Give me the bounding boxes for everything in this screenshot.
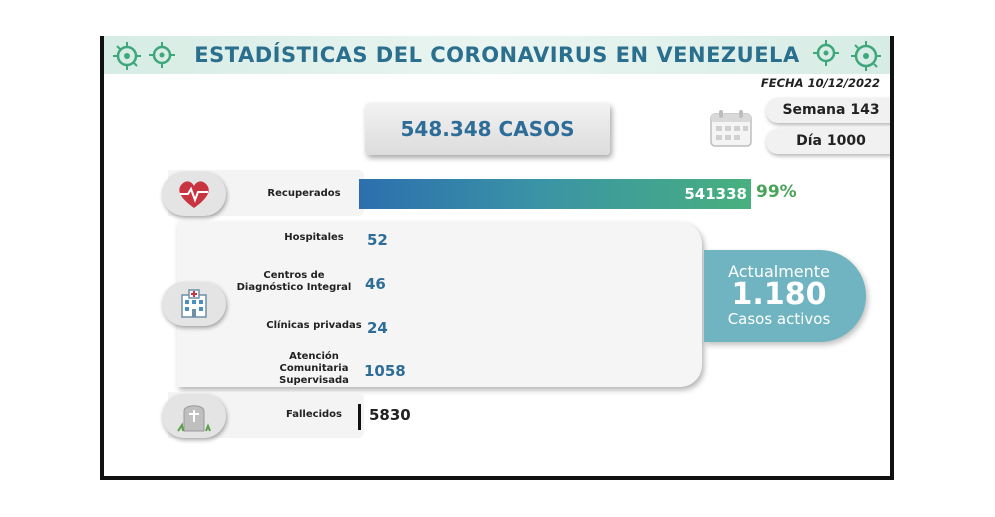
recovered-label: Recuperados (267, 188, 341, 199)
hospital-icon (174, 287, 214, 321)
community-label-line1: Atención (289, 351, 339, 362)
active-cases-badge (704, 250, 866, 342)
community-label-line3: Supervisada (279, 375, 349, 386)
cdi-value: 46 (365, 275, 386, 293)
cdi-label-line1: Centros de (263, 270, 325, 281)
cdi-label (214, 270, 374, 294)
recovered-icon-badge (162, 172, 226, 216)
active-label: Actualmente (728, 262, 830, 281)
total-cases-box: 548.348 CASOS (365, 103, 610, 155)
deaths-icon-badge (162, 394, 226, 438)
cdi-label-line2: Diagnóstico Integral (236, 282, 352, 293)
clinics-label: Clínicas privadas (266, 320, 362, 331)
title-banner (104, 36, 890, 74)
active-sublabel: Casos activos (727, 310, 831, 328)
active-value: 1.180 (731, 277, 827, 312)
deaths-bar (358, 404, 361, 430)
community-label-line2: Comunitaria (279, 363, 349, 374)
community-label (254, 351, 374, 387)
community-value: 1058 (364, 362, 406, 380)
clinics-value: 24 (367, 319, 388, 337)
hospitals-label: Hospitales (284, 232, 344, 243)
day-badge: Día 1000 (766, 129, 894, 154)
hospitals-value: 52 (367, 231, 388, 249)
deaths-label: Fallecidos (286, 409, 342, 420)
infographic-frame (100, 36, 894, 480)
calendar-icon (708, 108, 754, 148)
page-title: ESTADÍSTICAS DEL CORONAVIRUS EN VENEZUELA (194, 43, 800, 67)
recovered-percent: 99% (756, 182, 797, 202)
recovered-value: 541338 (684, 185, 747, 203)
deaths-value: 5830 (369, 406, 411, 424)
week-badge: Semana 143 (766, 98, 894, 123)
heart-icon (174, 178, 214, 210)
report-date: FECHA 10/12/2022 (760, 76, 880, 90)
tombstone-icon (174, 399, 214, 433)
